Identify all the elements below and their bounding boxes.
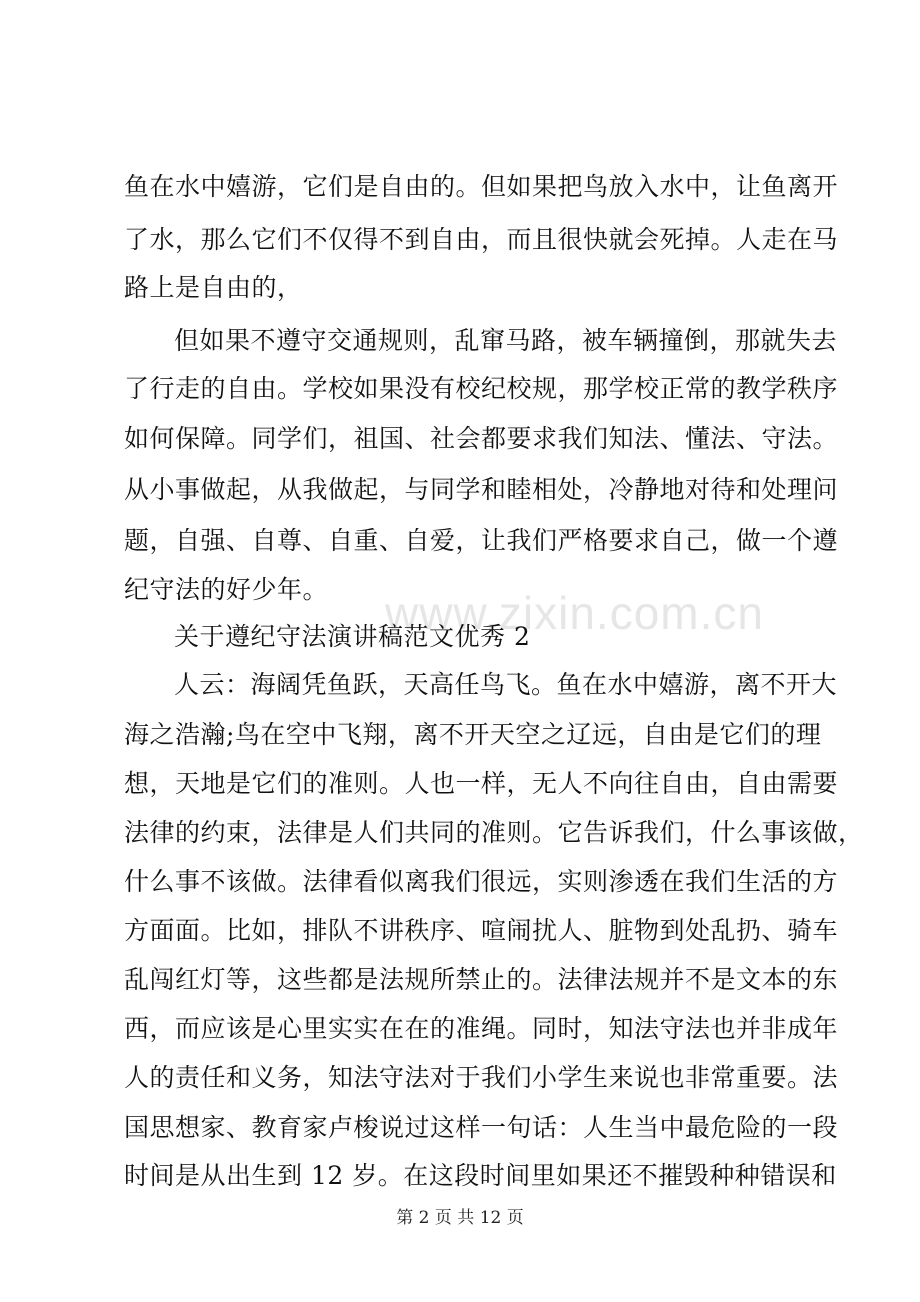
text-line: 如何保障。同学们，祖国、社会都要求我们知法、懂法、守法。 xyxy=(124,424,839,453)
text-line: 路上是自由的， xyxy=(124,273,303,302)
text-line: 纪守法的好少年。 xyxy=(124,575,329,604)
text-line: 法律的约束，法律是人们共同的准则。它告诉我们，什么事该做， xyxy=(124,818,864,847)
text-line: 乱闯红灯等，这些都是法规所禁止的。法律法规并不是文本的东 xyxy=(124,965,839,994)
text-line: 了行走的自由。学校如果没有校纪校规，那学校正常的教学秩序 xyxy=(124,374,839,403)
text-line: 题，自强、自尊、自重、自爱，让我们严格要求自己，做一个遵 xyxy=(124,526,839,555)
section-title: 关于遵纪守法演讲稿范文优秀 2 xyxy=(174,622,531,651)
text-line: 从小事做起，从我做起，与同学和睦相处，冷静地对待和处理问 xyxy=(124,475,839,504)
text-line: 想，天地是它们的准则。人也一样，无人不向往自由，自由需要 xyxy=(124,769,839,798)
watermark: www.zixin.com.cn xyxy=(385,587,764,639)
page-footer: 第 2 页 共 12 页 xyxy=(396,1208,524,1228)
text-line: 时间是从出生到 12 岁。在这段时间里如果还不摧毁种种错误和 xyxy=(124,1161,837,1190)
text-line: 什么事不该做。法律看似离我们很远，实则渗透在我们生活的方 xyxy=(124,867,839,896)
text-line: 海之浩瀚;鸟在空中飞翔，离不开天空之辽远，自由是它们的理 xyxy=(124,720,822,749)
text-line: 西，而应该是心里实实在在的准绳。同时，知法守法也并非成年 xyxy=(124,1014,839,1043)
text-line: 鱼在水中嬉游，它们是自由的。但如果把鸟放入水中，让鱼离开 xyxy=(124,172,839,201)
text-line: 国思想家、教育家卢梭说过这样一句话：人生当中最危险的一段 xyxy=(124,1113,839,1142)
text-line: 方面面。比如，排队不讲秩序、喧闹扰人、脏物到处乱扔、骑车 xyxy=(124,916,839,945)
text-line: 了水，那么它们不仅得不到自由，而且很快就会死掉。人走在马 xyxy=(124,225,839,254)
text-line: 人的责任和义务，知法守法对于我们小学生来说也非常重要。法 xyxy=(124,1063,839,1092)
text-line: 人云：海阔凭鱼跃，天高任鸟飞。鱼在水中嬉游，离不开大 xyxy=(174,670,838,699)
text-line: 但如果不遵守交通规则，乱窜马路，被车辆撞倒，那就失去 xyxy=(174,326,838,355)
